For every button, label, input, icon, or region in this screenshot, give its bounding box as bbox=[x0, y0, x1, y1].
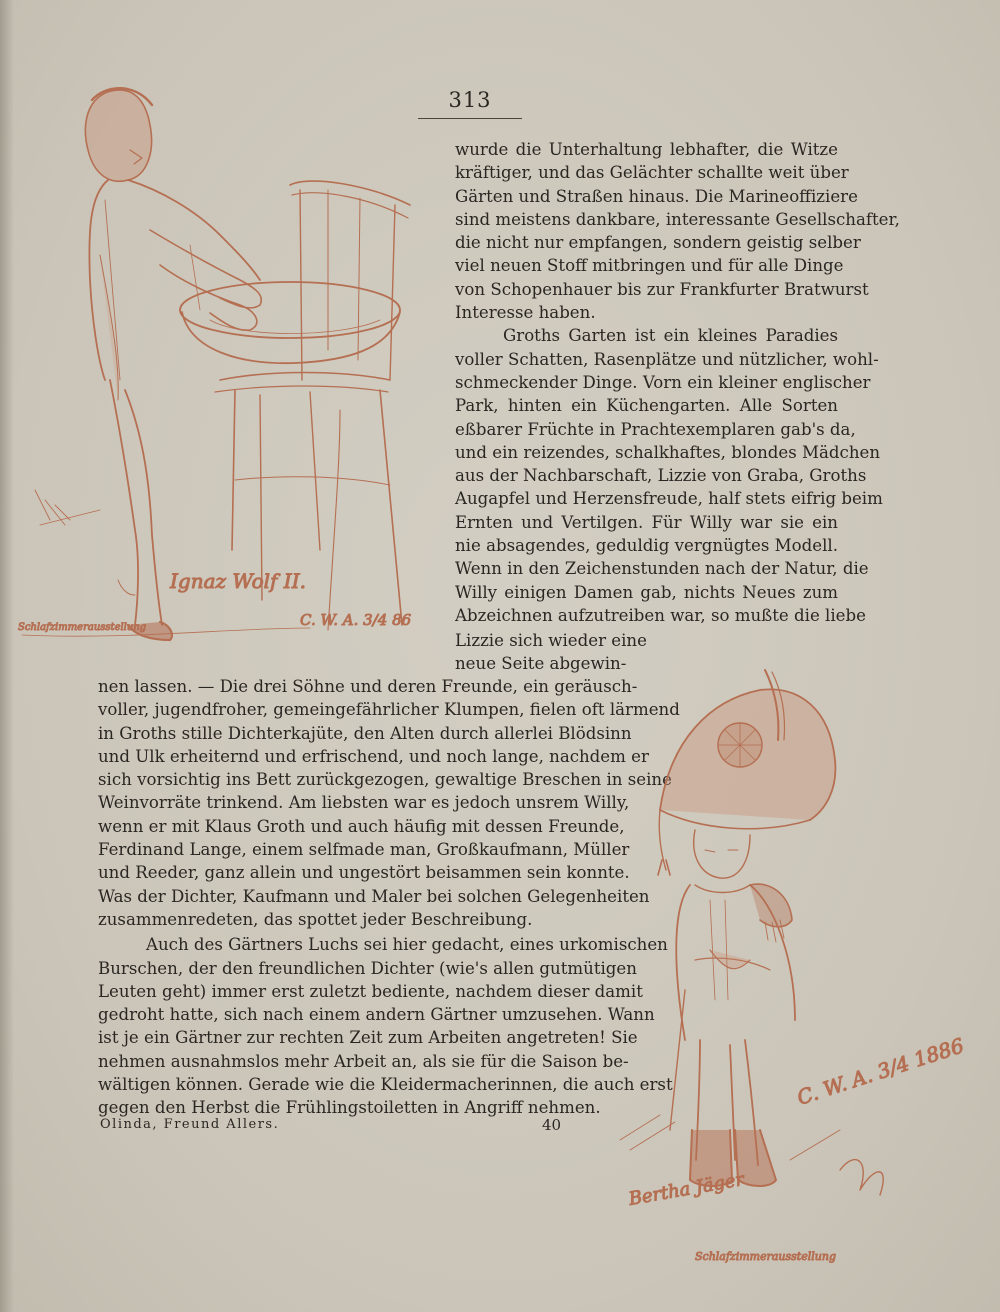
text-line: nen lassen. — Die drei Söhne und deren Freunde, ein geräusch- bbox=[98, 677, 638, 696]
sketch-child-in-uniform bbox=[600, 660, 980, 1300]
paragraph-3 bbox=[98, 675, 680, 931]
text-line: nehmen ausnahmslos mehr Arbeit an, als sie für die Saison be- bbox=[98, 1051, 629, 1071]
text-line: Was der Dichter, Kaufmann und Maler bei solchen Gelegenheiten bbox=[98, 886, 650, 906]
text-line: Interesse haben. bbox=[455, 303, 596, 323]
text-line: Willy einigen Damen gab, nichts Neues zum bbox=[455, 582, 838, 602]
sketch-note-1: Schlafzimmerausstellung bbox=[18, 622, 147, 633]
text-line: zusammenredeten, das spottet jeder Beschreibung. bbox=[98, 909, 533, 929]
text-line: neue Seite abgewin- bbox=[455, 654, 627, 674]
text-line: von Schopenhauer bis zur Frankfurter Bratwurst bbox=[455, 279, 869, 299]
right-column-text bbox=[455, 138, 900, 627]
text-line: Leuten geht) immer erst zuletzt bediente, nachdem dieser damit bbox=[98, 981, 643, 1001]
text-line: die nicht nur empfangen, sondern geistig selber bbox=[455, 233, 861, 253]
text-line: und Ulk erheiternd und erfrischend, und noch lange, nachdem er bbox=[98, 746, 649, 766]
text-line: viel neuen Stoff mitbringen und für alle Dinge bbox=[455, 256, 844, 276]
paragraph-4 bbox=[98, 933, 673, 1119]
text-line: Augapfel und Herzensfreude, half stets eifrig beim bbox=[455, 489, 883, 509]
text-line: voller, jugendfroher, gemeingefährlicher Klumpen, fielen oft lärmend bbox=[98, 700, 680, 720]
text-line: Park, hinten ein Küchengarten. Alle Sorten bbox=[455, 396, 838, 416]
text-line: sich vorsichtig ins Bett zurückgezogen, gewaltige Breschen in seine bbox=[98, 770, 672, 790]
bottom-text bbox=[98, 675, 680, 1120]
paragraph-2 bbox=[455, 324, 883, 627]
text-line: voller Schatten, Rasenplätze und nützlicher, wohl- bbox=[455, 349, 879, 369]
text-line: wenn er mit Klaus Groth und auch häufig mit dessen Freunde, bbox=[98, 816, 625, 836]
text-line: aus der Nachbarschaft, Lizzie von Graba, Groths bbox=[455, 466, 867, 486]
text-line: Auch des Gärtners Luchs sei hier gedacht, eines urkomischen bbox=[146, 935, 668, 955]
paragraph-1 bbox=[455, 138, 900, 324]
text-line: ist je ein Gärtner zur rechten Zeit zum Arbeiten angetreten! Sie bbox=[98, 1028, 638, 1048]
text-line: nie absagendes, geduldig vergnügtes Modell. bbox=[455, 536, 838, 556]
text-line: und Reeder, ganz allein und ungestört beisammen sein konnte. bbox=[98, 863, 630, 883]
footer-imprint: Olinda, Freund Allers. bbox=[100, 1117, 280, 1132]
page-number: 313 bbox=[448, 88, 492, 112]
text-line: eßbarer Früchte in Prachtexemplaren gab's da, bbox=[455, 419, 856, 439]
text-line: Wenn in den Zeichenstunden nach der Natur, die bbox=[455, 559, 869, 579]
text-line: Ernten und Vertilgen. Für Willy war sie ein bbox=[455, 512, 838, 532]
text-line: Burschen, der den freundlichen Dichter (wie's allen gutmütigen bbox=[98, 958, 637, 978]
text-line: wältigen können. Gerade wie die Kleidermacherinnen, die auch erst bbox=[98, 1075, 673, 1095]
text-line: und ein reizendes, schalkhaftes, blondes Mädchen bbox=[455, 442, 881, 462]
sketch-boy-with-basin bbox=[10, 80, 440, 660]
sketch-note-2: Schlafzimmerausstellung bbox=[695, 1250, 836, 1263]
text-line: schmeckender Dinge. Vorn ein kleiner englischer bbox=[455, 372, 871, 392]
text-line: Gärten und Straßen hinaus. Die Marineoffiziere bbox=[455, 186, 858, 206]
text-line: Groths Garten ist ein kleines Paradies bbox=[503, 326, 838, 346]
text-line: gegen den Herbst die Frühlingstoiletten in Angriff nehmen. bbox=[98, 1098, 601, 1118]
text-line: wurde die Unterhaltung lebhafter, die Witze bbox=[455, 140, 838, 159]
signature-cwa-86: C. W. A. 3/4 86 bbox=[300, 611, 412, 629]
signature-cwa-1886: C. W. A. 3/4 1886 bbox=[794, 1033, 967, 1110]
footer-sheet-number: 40 bbox=[542, 1116, 562, 1134]
text-line: in Groths stille Dichterkajüte, den Alten durch allerlei Blödsinn bbox=[98, 723, 632, 743]
text-line: Lizzie sich wieder eine bbox=[455, 631, 647, 650]
signature-bertha-jaeger: Bertha Jäger bbox=[627, 1169, 746, 1210]
text-line: Weinvorräte trinkend. Am liebsten war es jedoch unsrem Willy, bbox=[98, 793, 630, 813]
text-line: Abzeichnen aufzutreiben war, so mußte die liebe bbox=[455, 605, 866, 625]
signature-ignaz-wolf: Ignaz Wolf II. bbox=[170, 569, 306, 593]
text-line: Ferdinand Lange, einem selfmade man, Großkaufmann, Müller bbox=[98, 840, 630, 860]
text-line: gedroht hatte, sich nach einem andern Gärtner umzusehen. Wann bbox=[98, 1005, 655, 1025]
text-line: kräftiger, und das Gelächter schallte weit über bbox=[455, 163, 849, 183]
text-line: sind meistens dankbare, interessante Gesellschafter, bbox=[455, 209, 900, 229]
